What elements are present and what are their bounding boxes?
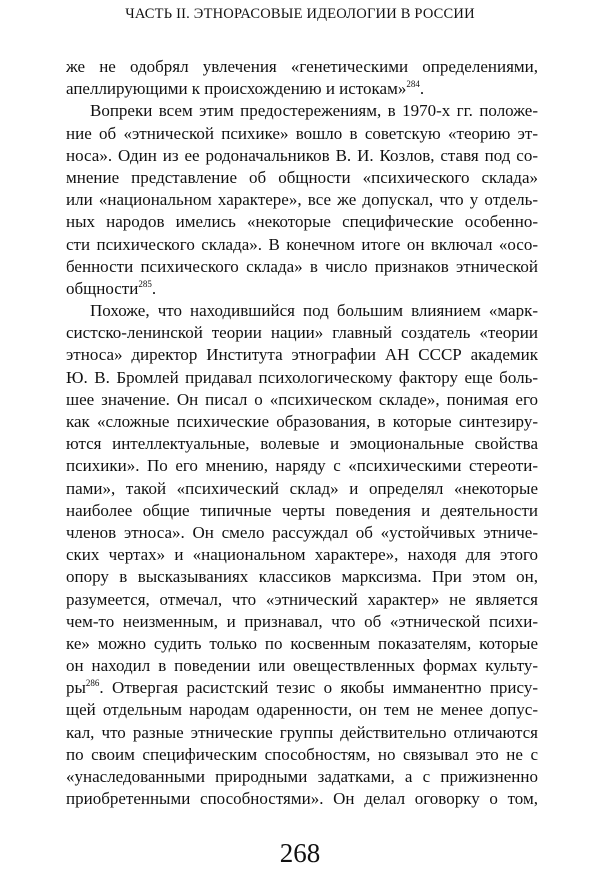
text-line: носа». Один из ее родоначальников В. И. Козлов, ставя под со- <box>66 145 538 165</box>
text-line: разумеется, отмечал, что «этнический характер» не является <box>66 589 538 609</box>
page-body <box>66 56 538 810</box>
text-line: ских чертах» и «национальном характере», находя для этого <box>66 545 538 565</box>
text-span: . <box>151 278 157 298</box>
text-line: сти психического склада». В конечном итоге он включал «осо- <box>66 234 538 254</box>
text-line: Похоже, что находившийся под большим влиянием «марк- <box>90 301 538 321</box>
text-span: . Отвергая расистский тезис о якобы имманентно прису- <box>99 678 538 698</box>
text-line <box>66 278 538 300</box>
footnote-ref[interactable]: 285 <box>138 278 152 289</box>
running-header: ЧАСТЬ II. ЭТНОРАСОВЫЕ ИДЕОЛОГИИ В РОССИИ <box>125 6 475 22</box>
text-line: пами», такой «психический склад» и определял «некоторые <box>66 478 538 498</box>
text-line: этноса» директор Института этнографии АН СССР академик <box>66 345 538 365</box>
text-line: по своим специфическим способностям, но связывал это не с <box>66 744 538 764</box>
text-line: он находил в поведении или овеществленных формах культу- <box>66 656 538 676</box>
text-line: ке» можно судить только по косвенным показателям, которые <box>66 633 538 653</box>
text-line: «унаследованными природными задатками, а с прижизненно <box>66 767 538 786</box>
text-line: Ю. В. Бромлей придавал психологическому фактору еще боль- <box>66 367 538 387</box>
text-line: кал, что разные этнические группы действительно отличаются <box>66 722 538 742</box>
text-span: апеллирующими к происхождению и истокам» <box>66 79 407 99</box>
text-line: ние об «этнической психике» вошло в советскую «теорию эт- <box>66 123 538 143</box>
text-line: Вопреки всем этим предостережениям, в 1970-х гг. положе- <box>90 101 538 121</box>
footnote-ref[interactable]: 286 <box>85 678 100 689</box>
text-line: чем-то неизменным, и признавал, что об «этнической психи- <box>66 611 538 631</box>
text-line: систско-ленинской теории нации» главный создатель «теории <box>66 323 538 343</box>
text-line: мнение представление об общности «психического склада» <box>66 167 538 187</box>
text-line: наиболее общие типичные черты поведения и деятельности <box>66 500 538 520</box>
text-line: ных народов имелись «некоторые специфические особенно- <box>66 212 538 232</box>
page-number: 268 <box>279 838 321 868</box>
text-line: приобретенными способностями». Он делал оговорку о том, <box>66 789 538 809</box>
text-line: щей отдельным народам одаренности, он тем не менее допус- <box>66 700 538 720</box>
text-line: же не одобрял увлечения «генетическими определениями, <box>66 57 538 76</box>
text-line <box>66 78 538 100</box>
text-span: ры <box>66 678 86 698</box>
text-line: членов этноса». Он смело рассуждал об «устойчивых этниче- <box>66 522 538 542</box>
text-line: бенности психического склада» в число признаков этнической <box>66 256 538 276</box>
text-line: шее значение. Он писал о «психическом складе», понимая его <box>66 389 538 409</box>
text-line: психики». По его мнению, наряду с «психическими стереоти- <box>66 456 538 476</box>
footnote-ref[interactable]: 284 <box>406 79 420 90</box>
text-line: как «сложные психические образования, в которые синтезиру- <box>66 412 538 431</box>
text-line: ются интеллектуальные, волевые и эмоциональные свойства <box>66 434 538 454</box>
text-line: опору в высказываниях классиков марксизма. При этом он, <box>66 567 538 587</box>
text-span: общности <box>66 278 139 298</box>
text-line: или «национальном характере», все же допускал, что у отдель- <box>66 190 538 210</box>
text-line <box>66 677 538 699</box>
text-span: . <box>419 79 425 99</box>
